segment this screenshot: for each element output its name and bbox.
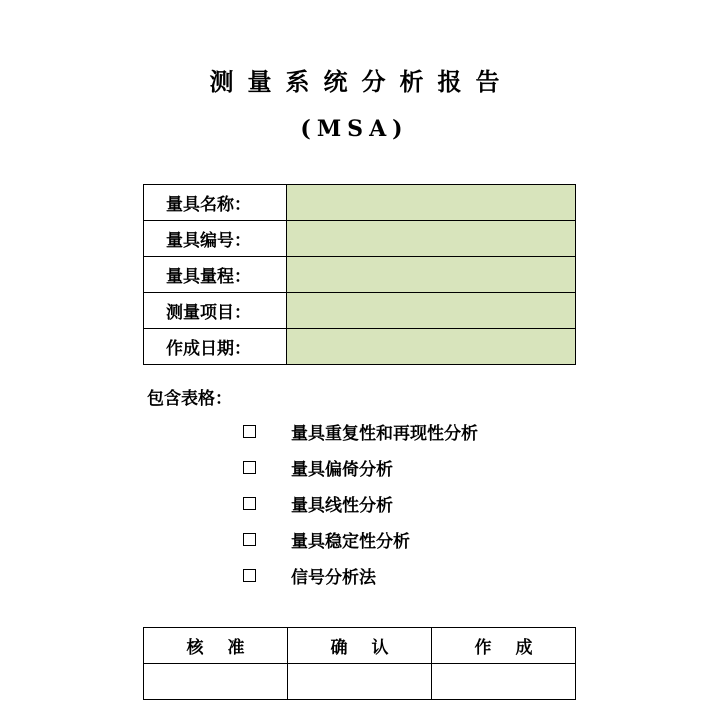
prepared-header: 作成 — [432, 628, 576, 664]
include-item — [243, 419, 478, 444]
measurement-item-field[interactable] — [287, 293, 576, 329]
include-item-label: 量具稳定性分析 — [291, 532, 410, 552]
confirm-cell[interactable] — [288, 664, 432, 700]
gauge-range-field[interactable] — [287, 257, 576, 293]
include-item-label: 信号分析法 — [291, 568, 376, 588]
table-row — [144, 257, 576, 293]
field-label: 测量项目： — [144, 293, 287, 329]
include-item-label: 量具线性分析 — [291, 496, 393, 516]
include-item-label: 量具重复性和再现性分析 — [291, 424, 478, 444]
confirm-header: 确认 — [288, 628, 432, 664]
gauge-info-table — [143, 184, 576, 365]
gauge-name-field[interactable] — [287, 185, 576, 221]
checkbox-icon[interactable] — [243, 497, 256, 510]
table-row — [144, 293, 576, 329]
include-item — [243, 527, 410, 552]
gauge-number-field[interactable] — [287, 221, 576, 257]
table-row — [144, 664, 576, 700]
table-header-row — [144, 628, 576, 664]
checkbox-icon[interactable] — [243, 533, 256, 546]
field-label: 作成日期： — [144, 329, 287, 365]
include-item — [243, 455, 393, 480]
created-date-field[interactable] — [287, 329, 576, 365]
prepared-cell[interactable] — [432, 664, 576, 700]
approve-cell[interactable] — [144, 664, 288, 700]
table-row — [144, 221, 576, 257]
report-subtitle: (MSA) — [300, 116, 409, 142]
signoff-table — [143, 627, 576, 700]
includes-label: 包含表格： — [147, 389, 232, 409]
include-item — [243, 491, 393, 516]
table-row — [144, 329, 576, 365]
table-row — [144, 185, 576, 221]
checkbox-icon[interactable] — [243, 425, 256, 438]
include-item-label: 量具偏倚分析 — [291, 460, 393, 480]
field-label: 量具编号： — [144, 221, 287, 257]
report-title: 测量系统分析报告 — [209, 67, 514, 96]
approve-header: 核准 — [144, 628, 288, 664]
field-label: 量具量程： — [144, 257, 287, 293]
include-item — [243, 563, 376, 588]
checkbox-icon[interactable] — [243, 569, 256, 582]
checkbox-icon[interactable] — [243, 461, 256, 474]
field-label: 量具名称： — [144, 185, 287, 221]
